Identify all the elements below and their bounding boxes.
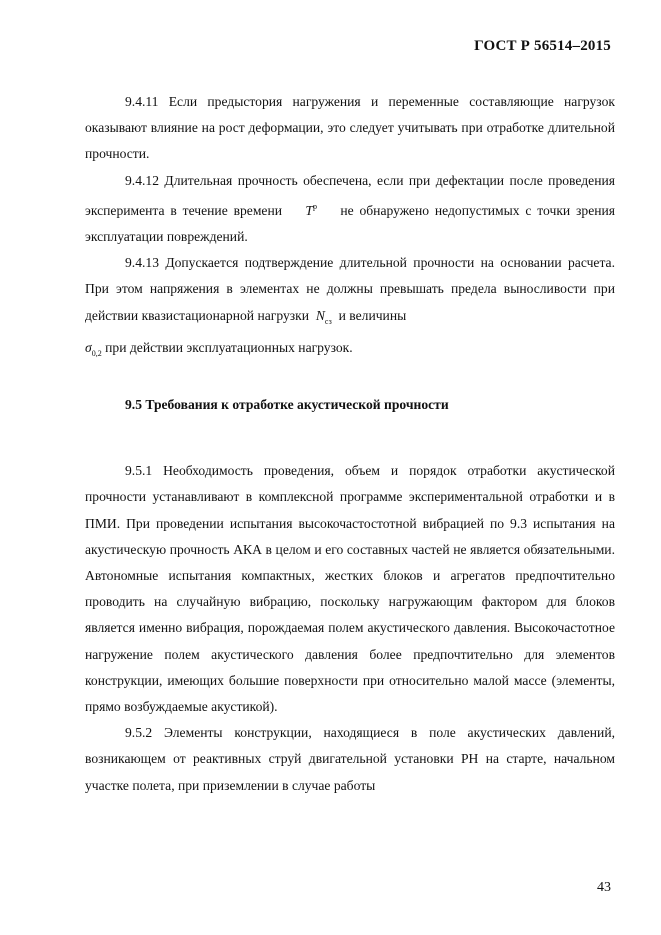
standard-header: ГОСТ Р 56514–2015 [474,38,611,54]
page-number: 43 [597,880,611,895]
paragraph-9-5-2: 9.5.2 Элементы конструкции, находящиеся в поле акустических давлений, возникающем от реактивных струй двигательной установки РН на старте, начальном участке полета, при приземлении в случае работы [85,725,615,793]
paragraph-9-4-11: 9.4.11 Если предыстория нагружения и переменные составляющие нагрузок оказывают влияние на рост деформации, это следует учитывать при отработке длительной прочности. [85,94,615,162]
paragraph-text: не обнаружено недопустимых с точки зрения эксплуатации повреждений. [85,202,616,245]
paragraph-9-4-12 [85,168,615,251]
paragraph-text: 9.4.12 Длительная прочность обеспечена, если при дефектации после проведения эксперимента в течение времени [85,172,615,218]
paragraph-text: и величины [338,307,407,323]
section-heading-9-5: 9.5 Требования к отработке акустической прочности [125,397,449,413]
paragraph-9-4-13 [85,250,615,367]
document-body [85,89,615,799]
paragraph-text: 9.4.13 Допускается подтверждение длительной прочности на основании расчета. При этом напряжения в элементах не должны превышать предела выносливости при действии квазистационарной нагрузки [85,255,615,323]
sigma-symbol-letter: σ [85,339,92,355]
time-symbol [305,203,317,218]
time-symbol-letter: T [305,202,313,218]
paragraph-text: при действии эксплуатационных нагрузок. [105,339,353,355]
load-symbol-letter: N [315,307,325,323]
load-symbol-subscript: сз [324,316,332,326]
time-symbol-superscript: р [312,201,317,211]
sigma-symbol [85,339,102,358]
sigma-symbol-subscript: 0,2 [91,348,102,358]
load-symbol [315,307,332,326]
paragraph-9-5-1: 9.5.1 Необходимость проведения, объем и порядок отработки акустической прочности устанавливают в комплексной программе экспериментальной отработки и в ПМИ. При проведении испытания высокочастостотной вибрацией по 9.3 испытания на акустическую прочность АКА в целом и его составных частей не является обязательными. Автономные испытания компактных, жестких блоков и агрегатов предпочтительно проводить на случайную вибрацию, поскольку нагружающим фактором для блоков является именно вибрация, порождаемая полем акустического давления. Высокочастотное нагружение полем акустического давления более предпочтительно для элементов конструкции, имеющих большие поверхности при относительно малой массе (элементы, прямо возбуждаемые акустикой). [85,463,615,715]
